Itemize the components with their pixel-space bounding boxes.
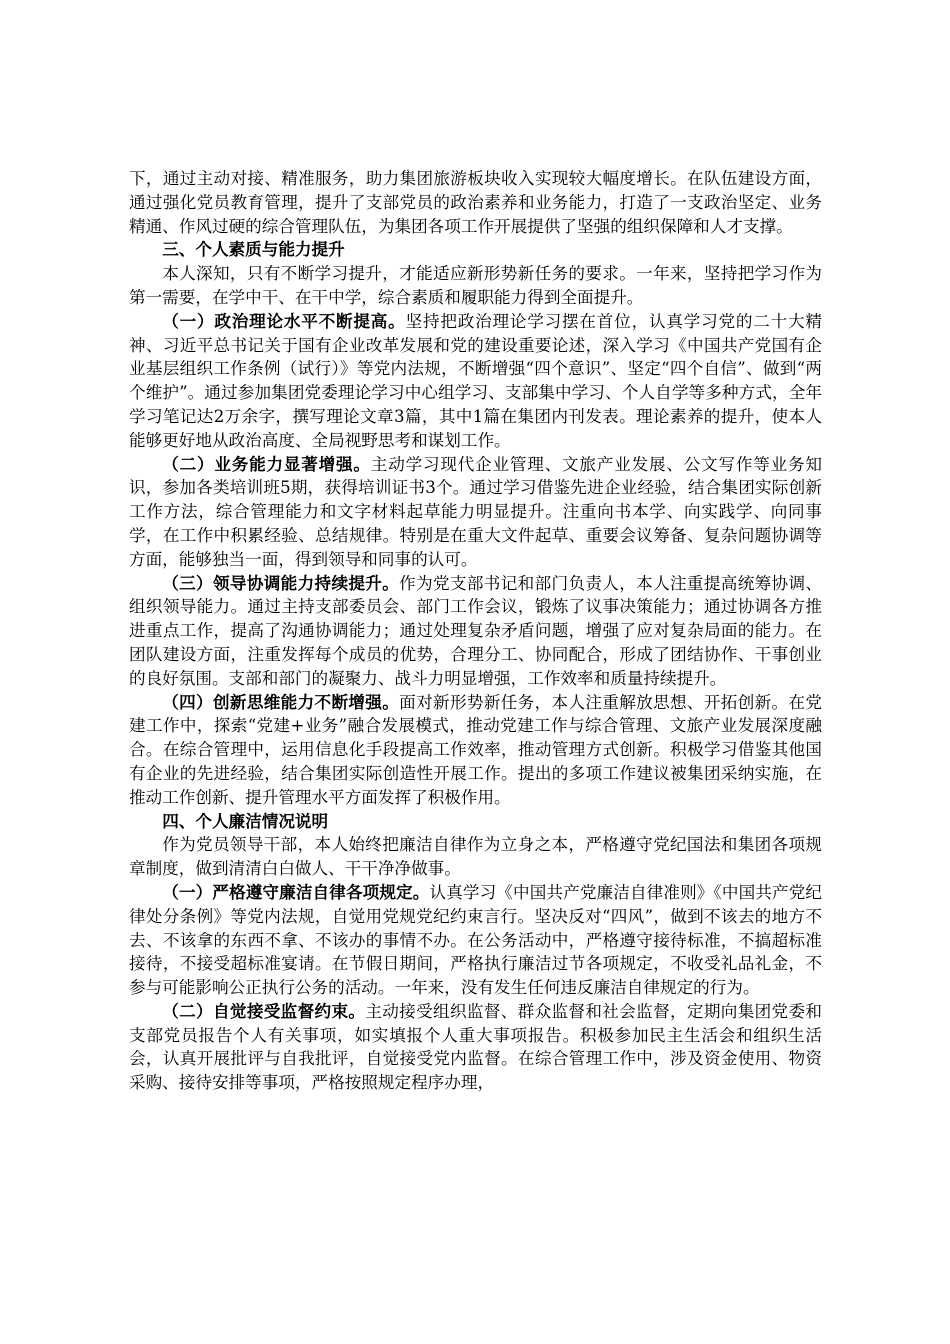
subsection-lead: （二）业务能力显著增强。 bbox=[162, 453, 371, 474]
subsection-lead: （一）政治理论水平不断提高。 bbox=[162, 310, 406, 331]
subsection-text: 坚持把政治理论学习摆在首位，认真学习党的二十大精神、习近平总书记关于国有企业改革发展和党的建设重要论述，深入学习《中国共产党国有企业基层组织工作条例（试行）》等党内法规，不断增强“四个意识”、坚定“四个自信”、做到“两个维护”。通过参加集团党委理论学习中心组学习、支部集中学习、个人自学等多种方式，全年学习笔记达2万余字，撰写理论文章3篇，其中1篇在集团内刊发表。理论素养的提升，使本人能够更好地从政治高度、全局视野思考和谋划工作。 bbox=[129, 311, 823, 450]
subsection-text: 面对新形势新任务，本人注重解放思想、开拓创新。在党建工作中，探索“党建+业务”融合发展模式，推动党建工作与综合管理、文旅产业发展深度融合。在综合管理中，运用信息化手段提高工作效率，推动管理方式创新。积极学习借鉴其他国有企业的先进经验，结合集团实际创造性开展工作。提出的多项工作建议被集团采纳实施，在推动工作创新、提升管理水平方面发挥了积极作用。 bbox=[129, 692, 823, 807]
subsection-paragraph-4-2 bbox=[129, 1000, 822, 1095]
subsection-lead: （三）领导协调能力持续提升。 bbox=[162, 572, 400, 593]
subsection-lead: （一）严格遵守廉洁自律各项规定。 bbox=[162, 881, 430, 902]
subsection-paragraph-3-3 bbox=[129, 572, 822, 691]
subsection-text: 主动接受组织监督、群众监督和社会监督，定期向集团党委和支部党员报告个人有关事项，如实填报个人重大事项报告。积极参加民主生活会和组织生活会，认真开展批评与自我批评，自觉接受党内监督。在综合管理工作中，涉及资金使用、物资采购、接待安排等事项，严格按照规定程序办理， bbox=[129, 1001, 823, 1093]
subsection-paragraph-3-4 bbox=[129, 691, 822, 810]
document-body bbox=[129, 167, 822, 1095]
subsection-paragraph-3-2 bbox=[129, 453, 822, 572]
subsection-lead: （四）创新思维能力不断增强。 bbox=[162, 691, 400, 712]
body-paragraph: 本人深知，只有不断学习提升，才能适应新形势新任务的要求。一年来，坚持把学习作为第一需要，在学中干、在干中学，综合素质和履职能力得到全面提升。 bbox=[129, 264, 822, 307]
body-paragraph: 作为党员领导干部，本人始终把廉洁自律作为立身之本，严格遵守党纪国法和集团各项规章制度，做到清清白白做人、干干净净做事。 bbox=[129, 835, 822, 879]
continuation-paragraph: 下，通过主动对接、精准服务，助力集团旅游板块收入实现较大幅度增长。在队伍建设方面，通过强化党员教育管理，提升了支部党员的政治素养和业务能力，打造了一支政治坚定、业务精通、作风过硬的综合管理队伍，为集团各项工作开展提供了坚强的组织保障和人才支撑。 bbox=[129, 169, 822, 236]
section-heading-4: 四、个人廉洁情况说明 bbox=[162, 810, 329, 831]
subsection-text: 主动学习现代企业管理、文旅产业发展、公文写作等业务知识，参加各类培训班5期，获得培训证书3个。通过学习借鉴先进企业经验，结合集团实际创新工作方法，综合管理能力和文字材料起草能力明显提升。注重向书本学、向实践学、向同事学，在工作中积累经验、总结规律。特别是在重大文件起草、重要会议筹备、复杂问题协调等方面，能够独当一面，得到领导和同事的认可。 bbox=[129, 454, 823, 569]
subsection-paragraph-4-1 bbox=[129, 881, 822, 1000]
section-heading-3: 三、个人素质与能力提升 bbox=[162, 239, 345, 260]
subsection-paragraph-3-1 bbox=[129, 310, 822, 453]
subsection-lead: （二）自觉接受监督约束。 bbox=[162, 1000, 366, 1021]
subsection-text: 作为党支部书记和部门负责人，本人注重提高统筹协调、组织领导能力。通过主持支部委员会、部门工作会议，锻炼了议事决策能力；通过协调各方推进重点工作，提高了沟通协调能力；通过处理复杂矛盾问题，增强了应对复杂局面的能力。在团队建设方面，注重发挥每个成员的优势，合理分工、协同配合，形成了团结协作、干事创业的良好氛围。支部和部门的凝聚力、战斗力明显增强，工作效率和质量持续提升。 bbox=[129, 573, 823, 688]
subsection-text: 认真学习《中国共产党廉洁自律准则》《中国共产党纪律处分条例》等党内法规，自觉用党规党纪约束言行。坚决反对“四风”，做到不该去的地方不去、不该拿的东西不拿、不该办的事情不办。在公务活动中，严格遵守接待标准，不搞超标准接待，不接受超标准宴请。在节假日期间，严格执行廉洁过节各项规定，不收受礼品礼金，不参与可能影响公正执行公务的活动。一年来，没有发生任何违反廉洁自律规定的行为。 bbox=[129, 882, 823, 998]
